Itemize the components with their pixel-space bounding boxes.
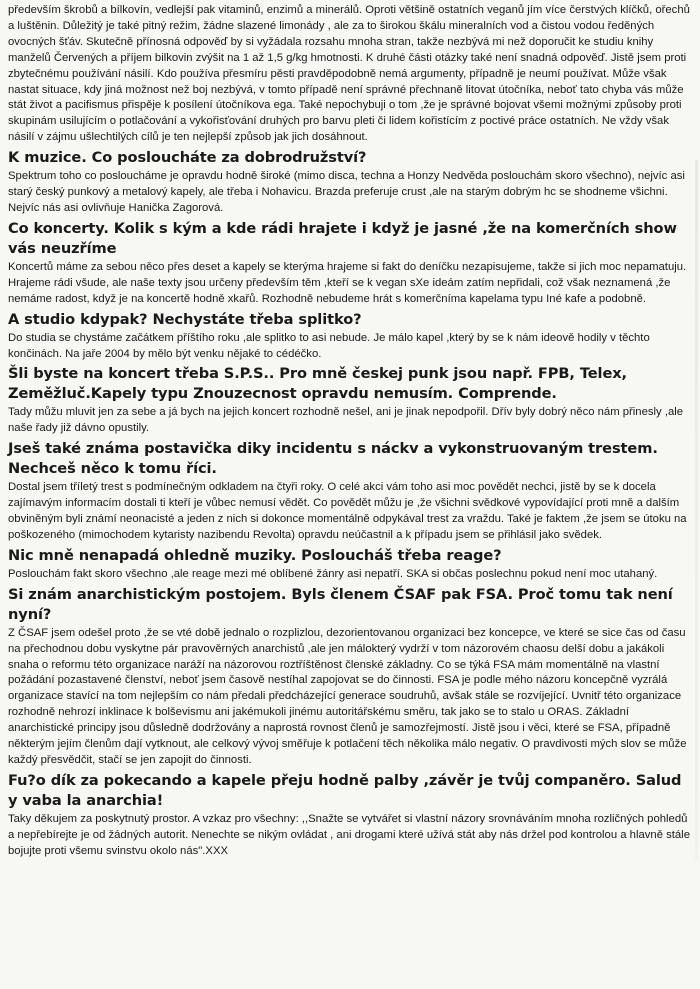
question-reggae: Nic mně nenapadá ohledně muziky. Posloucháš třeba reage? xyxy=(8,546,502,564)
answer-music: Spektrum toho co posloucháme je opravdu hodně široké (mimo disca, techna a Honzy Nedvěda poslouchám skoro všechno), nejvíc asi starý český punkový a metalový kapely, ale třeba i Nohavicu. Brazda preferuje crust ,ale na starým dobrým hc se shodneme všichni. Nejvíc nás asi ovlivňuje Hanička Zagorová. xyxy=(8,170,685,214)
question-studio: A studio kdypak? Nechystáte třeba splitko? xyxy=(8,310,362,328)
question-closing: Fu?o dík za pokecando a kapele přeju hodně palby ,závěr je tvůj companěro. Salud y vaba la anarchia! xyxy=(8,771,682,809)
question-music: K muzice. Co posloucháte za dobrodružství? xyxy=(8,149,367,167)
answer-incident: Dostal jsem tříletý trest s podmínečným odkladem na čtyři roky. O celé akci vám toho asi moc povědět nechci, jistě by se k docela zajímavým informacím dostali ti kteří je vůbec nemusí vědět. Co povědět můžu je ,že všichni svědkové vypovídající proti mně a dalším obviněným byli známí neonacisté a jeden z nich si dokonce momentálně odpykával trest za vraždu. Také je faktem ,že jsem se útoku na poškozeného (mimochodem kytaristy nazibendu Revolta) opravdu neúčastnil a k případu jsem se přihlásil jako svědek. xyxy=(8,481,687,541)
scan-edge-shadow xyxy=(695,160,698,860)
answer-anarchism: Z ČSAF jsem odešel proto ,že se vté době jednalo o rozplizlou, dezorientovanou organizaci bez koncepce, ve které se sice čas od času na přechodnou dobu vyskytne pár pravověrných anarchistů ,ale jen málokterý vydrží v tom názorovém chaosu delší dobu a jakákoli snaha o reformu této organizace naráží na názorovou roztříštěnost členské základny. Co se týká FSA mám momentálně na vlastní požádání pozastavené členství, neboť jsem časově nestíhal zapojovat se do činnosti. FSA je podle mého názoru koncepčně vyzrálá organizace stavící na tom nejlepším co nám předali předcházející generace soudruhů, avšak stále se rozvíjející. Uvnitř této organizace rozhodně nehrozí inklinace k bolševismu ani jakémukoli jinému autoritářskému směru, tak jako se to stalo u ORAS. Základní anarchistické principy jsou důsledně dodržovány a naprostá rovnost členů je samozřejmostí. Jistě jsou i věci, které se FSA, případně některým jejím členům dají vytknout, ale celkový vývoj směřuje k potlačení těch několika málo negativ. O pravdivosti mých slov se může každý přesvědčit, stačí se jen zapojit do činnosti. xyxy=(8,626,687,766)
question-sps: Šli byste na koncert třeba S.P.S.. Pro mně českej punk jsou např. FPB, Telex, Zeměžluč.Kapely typu Znouzecnost opravdu nemusím. Comprende. xyxy=(8,365,627,403)
answer-studio: Do studia se chystáme začátkem příštího roku ,ale splitko to asi nebude. Je málo kapel ,který by se k nám ideově hodily v těchto končinách. Na jaře 2004 by mělo být venku nějaké to cédéčko. xyxy=(8,331,650,360)
answer-closing: Taky děkujem za poskytnutý prostor. A vzkaz pro všechny: ,,Snažte se vytvářet si vlastní názory srovnáváním mnoha rozličných pohledů a nepřebírejte je od žádných autorit. Nenechte se nikým ovládat , ani drogami které užívá stát aby nás držel pod kontrolou a hlavně stále bojujte proti všemu svinstvu okolo nás".XXX xyxy=(8,812,690,857)
question-incident: Jseš také známa postavička diky incidentu s náckv a vykonstruovaným trestem. Nechceš něco k tomu říci. xyxy=(8,440,658,478)
answer-sps: Tady můžu mluvit jen za sebe a já bych na jejich koncert rozhodně nešel, ani je jinak nepodpořil. Dřív byly dobrý něco nám přinesly ,ale naše řady již dávno opustily. xyxy=(8,406,684,435)
question-anarchism: Si znám anarchistickým postojem. Byls členem ČSAF pak FSA. Proč tomu tak není nyní? xyxy=(8,585,673,623)
question-concerts: Co koncerty. Kolik s kým a kde rádi hrajete i když je jasné ,že na komerčních show vás neuzříme xyxy=(8,219,677,257)
answer-diet-violence: především škrobů a bílkovín, vedlejší pak vitaminů, enzimů a minerálů. Oproti většině ostatních veganů jím více čerstvých klíčků, ořechů a luštěnin. Důležitý je také pitný režim, žádne slazené limonády , ale za to širokou škálu mineralních vod a čistou vodou ředěných ovocných šťáv. Skutečně přínosná odpověď by si vyžádala rozsahu mnoha stran, takže nezbývá mi než doporučit ke studiu knihy manželů Červených a příjem bilkovin zvýšit na 1 až 1,5 g/kg hmotnosti. K druhé části otázky také není snadná odpověď. Jistě jsem proti zbytečnému používání násilí. Kdo používa přesmíru pěsti pravděpodobně nemá argumenty, případně je neumí používat. Může však nastat situace, kdy jiná možnost než boj nezbývá, v tomto případě není správné přechnaně litovat útočníka, neboť tato chyba vás může stát život a pacifismus přispěje k posílení útočníkova ega. Také nepochybuji o tom ,že je správné bojovat všemi možnými způsoby proti skupinám usilujícím o potlačování a vykořisťování druhých pro barvu pleti či lidem kořistícím z poctivé práce ostatních. Ne vždy však násilí v zájmu ušlechtilých cílů je ten nejlepší způsob jak jich dosáhnout. xyxy=(8,4,690,144)
answer-concerts: Koncertů máme za sebou něco přes deset a kapely se kterýma hrajeme si fakt do deníčku nezapisujeme, takže si jich moc nepamatuju. Hrajeme rádi všude, ale naše texty jsou určeny především těm ,kteří se k vegan sXe ideám zatím nepřidali, což však neznamená ,že nemáme radost, když je na koncertě hodně xkařů. Rozhodně nebudeme hrát s komerčníma kapelama typu Iné kafe a podobně. xyxy=(8,260,687,305)
answer-reggae: Poslouchám fakt skoro všechno ,ale reage mezi mé oblíbené žánry asi nepatří. SKA si občas poslechnu pokud není moc utahaný. xyxy=(8,567,658,580)
